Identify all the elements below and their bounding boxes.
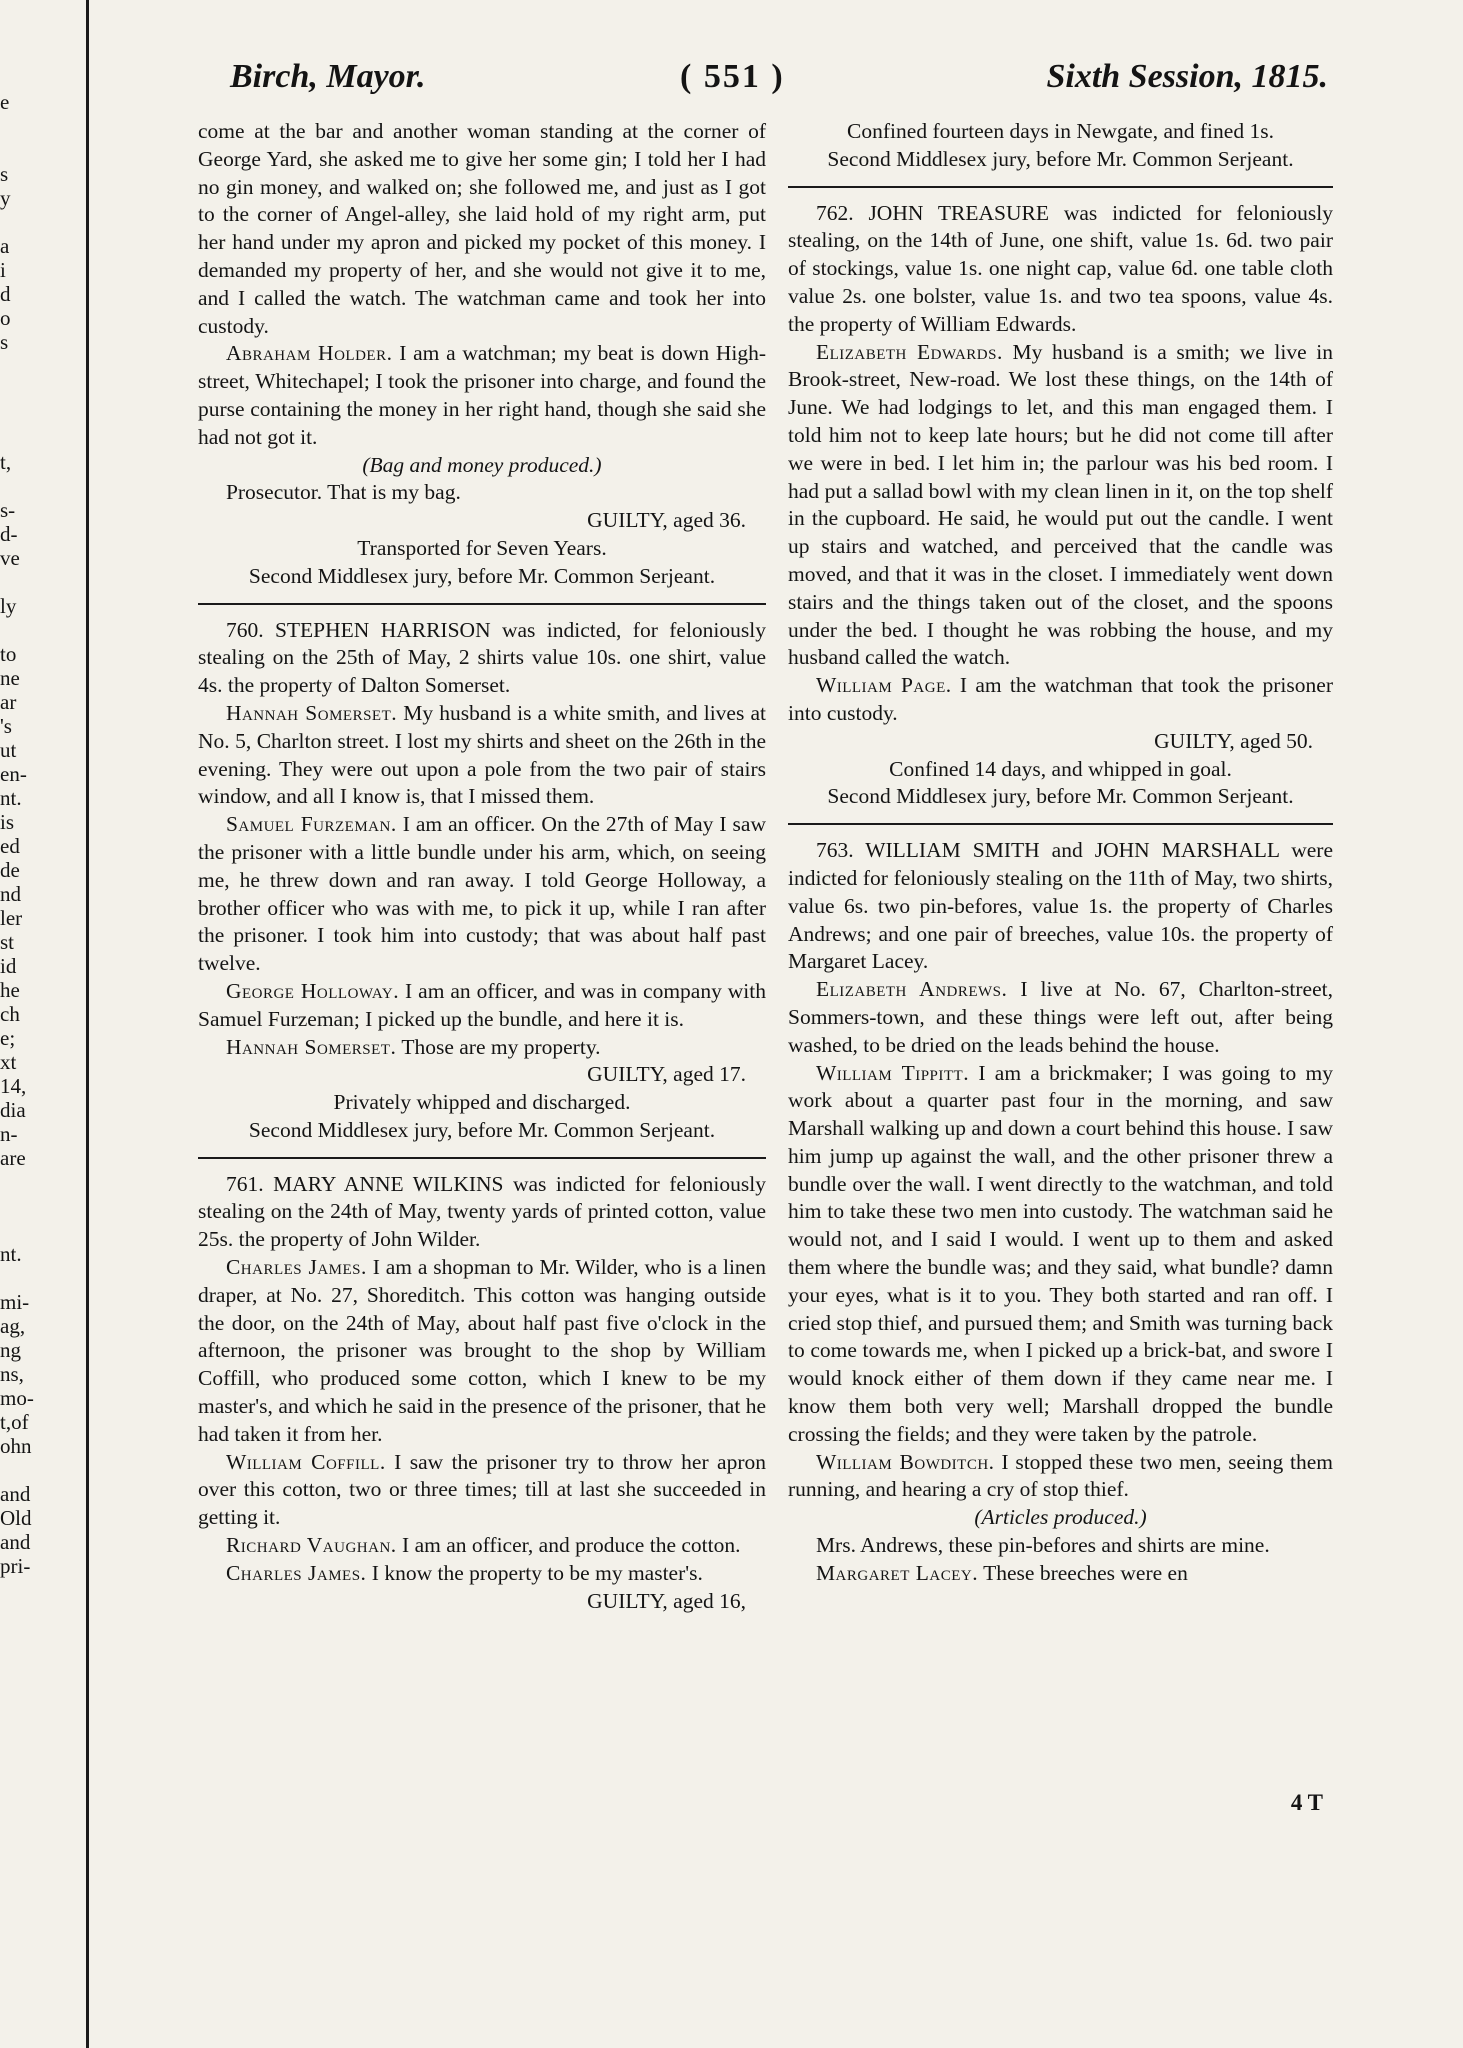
case-761-indictment: 761. MARY ANNE WILKINS was indicted for feloniously stealing on the 24th of May, twenty yards of printed cotton, value 25s. the property of John Wilder.: [198, 1171, 766, 1252]
margin-fragment: d: [0, 282, 11, 306]
case-759-continuation: come at the bar and another woman standing at the corner of George Yard, she asked me to give her some gin; I told her I had no gin money, and walked on; she followed me, and just as I got to the corner of Angel-alley, she laid hold of my right arm, put her hand under my apron and picked my pocket of this money. I demanded my property of her, and she would not give it to me, and I called the watch. The watchman came and took her into custody.: [198, 119, 766, 338]
witness-testimony: [788, 976, 1333, 1059]
margin-fragment: ns,: [0, 1362, 24, 1386]
evidence-produced: (Articles produced.): [974, 1505, 1147, 1530]
running-header-right: Sixth Session, 1815.: [1046, 58, 1328, 95]
witness-text: I stopped these two men, seeing them running, and hearing a cry of stop thief.: [788, 1449, 1334, 1502]
witness-name: George Holloway.: [225, 978, 400, 1003]
margin-fragment: ler: [0, 906, 23, 930]
witness-testimony: [198, 1254, 766, 1449]
margin-fragment: [0, 402, 80, 426]
verdict: GUILTY, aged 36.: [587, 508, 746, 533]
margin-fragment: ar: [0, 690, 17, 714]
margin-fragment: [0, 426, 80, 450]
right-column: [788, 118, 1333, 1588]
witness-name: Elizabeth Edwards.: [815, 339, 1003, 364]
margin-fragment: nt.: [0, 1242, 22, 1266]
margin-fragment: and: [0, 1482, 31, 1506]
witness-text: I am a watchman; my beat is down High-street, Whitechapel; I took the prisoner into charge, and found the purse containing the money in her right hand, though she said she had not got it.: [198, 341, 766, 449]
witness-name: Hannah Somerset.: [225, 1034, 397, 1059]
witness-name: William Tippitt.: [815, 1060, 970, 1085]
margin-fragment: e;: [0, 1026, 16, 1050]
margin-fragment: t,: [0, 450, 12, 474]
witness-testimony: [788, 339, 1333, 673]
margin-fragment: [0, 354, 80, 378]
margin-fragment: ve: [0, 546, 20, 570]
margin-fragment: st: [0, 930, 15, 954]
margin-fragment: s-: [0, 498, 16, 522]
margin-fragment: ly: [0, 594, 17, 618]
witness-testimony: [198, 340, 766, 451]
case-760-indictment: 760. STEPHEN HARRISON was indicted, for feloniously stealing on the 25th of May, 2 shirts value 10s. one shirt, value 4s. the property of Dalton Somerset.: [198, 617, 766, 698]
sentence: Confined fourteen days in Newgate, and fined 1s.: [847, 119, 1274, 143]
margin-fragment: s: [0, 162, 9, 186]
sentence: Privately whipped and discharged.: [333, 1090, 631, 1115]
witness-name: William Bowditch.: [815, 1449, 995, 1474]
witness-name: Margaret Lacey.: [815, 1560, 979, 1585]
case-763-indictment: 763. WILLIAM SMITH and JOHN MARSHALL were indicted for feloniously stealing on the 11th of May, two shirts, value 6s. two pin-befores, value 1s. the property of Charles Andrews; and one pair of breeches, value 10s. the property of Margaret Lacey.: [788, 838, 1333, 974]
witness-testimony: [788, 1560, 1333, 1588]
witness-text: I saw the prisoner try to throw her apron over this cotton, two or three times; till at last she succeeded in getting it.: [198, 1449, 766, 1530]
left-column: [198, 118, 766, 1615]
witness-text: I am the watchman that took the prisoner into custody.: [788, 673, 1333, 725]
margin-fragment: [0, 1458, 80, 1482]
margin-fragment: [0, 138, 80, 162]
witness-testimony: [198, 811, 766, 978]
margin-fragment: dia: [0, 1098, 26, 1122]
witness-testimony: [198, 700, 766, 811]
signature-mark: 4 T: [1290, 1790, 1323, 1815]
margin-fragment: ag,: [0, 1314, 26, 1338]
margin-fragment: [0, 570, 80, 594]
margin-fragment: id: [0, 954, 17, 978]
margin-fragment: nt.: [0, 786, 22, 810]
margin-fragment: are: [0, 1146, 26, 1170]
margin-fragment: ut: [0, 738, 17, 762]
case-divider: [198, 1157, 766, 1159]
margin-fragment: o: [0, 306, 11, 330]
margin-fragment: pri-: [0, 1554, 31, 1578]
sentence: Confined 14 days, and whipped in goal.: [889, 756, 1232, 781]
witness-text: My husband is a white smith, and lives at No. 5, Charlton street. I lost my shirts and sheet on the 26th in the evening. They were out upon a pole from the two pair of stairs window, and all I know is, that I missed them.: [198, 700, 766, 809]
witness-name: Charles James.: [225, 1560, 367, 1585]
verdict: GUILTY, aged 50.: [1154, 728, 1313, 753]
witness-testimony: [198, 978, 766, 1034]
page-edge-rule: [86, 0, 89, 2048]
jury-line: Second Middlesex jury, before Mr. Common Serjeant.: [827, 146, 1294, 171]
witness-testimony: [788, 1449, 1333, 1505]
witness-text: I live at No. 67, Charlton-street, Sommers-town, and these things were left out, after being washed, to be dried on the leads behind the house.: [788, 977, 1333, 1057]
case-divider: [198, 603, 766, 605]
margin-fragment: Old: [0, 1506, 32, 1530]
witness-text: These breeches were en: [983, 1560, 1188, 1585]
witness-testimony: [198, 1560, 766, 1588]
witness-testimony: [198, 1532, 766, 1560]
witness-name: Hannah Somerset.: [225, 700, 398, 725]
witness-text: I know the property to be my master's.: [371, 1560, 703, 1585]
jury-line: Second Middlesex jury, before Mr. Common Serjeant.: [248, 563, 716, 588]
margin-fragment: e: [0, 90, 10, 114]
margin-fragment: mo-: [0, 1386, 34, 1410]
witness-name: Abraham Holder.: [225, 341, 393, 366]
margin-fragment: [0, 1194, 80, 1218]
margin-fragment: i: [0, 258, 6, 282]
margin-fragment: ed: [0, 834, 20, 858]
sentence: Transported for Seven Years.: [357, 535, 607, 560]
margin-fragment: ohn: [0, 1434, 32, 1458]
margin-fragment: is: [0, 810, 15, 834]
witness-name: Richard Vaughan.: [225, 1533, 397, 1558]
witness-name: Elizabeth Andrews.: [815, 977, 1008, 1002]
margin-fragment: 's: [0, 714, 12, 738]
margin-fragment: en-: [0, 762, 27, 786]
jury-line: Second Middlesex jury, before Mr. Common Serjeant.: [248, 1117, 716, 1142]
prosecutor-statement: Prosecutor. That is my bag.: [225, 480, 461, 505]
margin-fragment: [0, 210, 80, 234]
verdict: GUILTY, aged 16,: [587, 1588, 746, 1613]
margin-fragment: [0, 1170, 80, 1194]
witness-text: I am an officer, and produce the cotton.: [402, 1533, 741, 1558]
witness-testimony: [788, 1060, 1333, 1449]
adjacent-page-margin-fragments: [0, 90, 80, 1578]
margin-fragment: nd: [0, 882, 21, 906]
margin-fragment: d-: [0, 522, 18, 546]
witness-text: I am a shopman to Mr. Wilder, who is a linen draper, at No. 27, Shoreditch. This cotton was hanging outside the door, on the 24th of May, about half past five o'clock in the afternoon, the prisoner was brought to the shop by William Coffill, who produced some cotton, which I knew to be my master's, and which he said in the presence of the prisoner, that he had taken it from her.: [198, 1255, 766, 1446]
margin-fragment: n-: [0, 1122, 18, 1146]
margin-fragment: mi-: [0, 1290, 30, 1314]
witness-text: I am an officer, and was in company with Samuel Furzeman; I picked up the bundle, and here it is.: [198, 978, 767, 1031]
margin-fragment: to: [0, 642, 17, 666]
margin-fragment: he: [0, 978, 20, 1002]
case-divider: [788, 823, 1333, 825]
page-number: ( 551 ): [680, 58, 785, 95]
case-divider: [788, 186, 1333, 188]
margin-fragment: [0, 1266, 80, 1290]
margin-fragment: ch: [0, 1002, 20, 1026]
running-header-left: Birch, Mayor.: [230, 58, 426, 95]
margin-fragment: [0, 618, 80, 642]
witness-text: I am an officer. On the 27th of May I saw the prisoner with a little bundle under his arm, which, on seeing me, he threw down and ran away. I told George Holloway, a brother officer who was with me, to pick it up, while I ran after the prisoner. I took him into custody; that was about half past twelve.: [198, 812, 766, 976]
jury-line: Second Middlesex jury, before Mr. Common Serjeant.: [827, 784, 1294, 809]
margin-fragment: a: [0, 234, 10, 258]
witness-testimony: Mrs. Andrews, these pin-befores and shirts are mine.: [815, 1533, 1270, 1558]
witness-text: I am a brickmaker; I was going to my work about a quarter past four in the morning, and saw Marshall walking up and down a court behind this house. I saw him jump up against the wall, and the other prisoner threw a bundle over the wall. I went directly to the watchman, and told him to take these two men into custody. The watchman said he would not, and I said I would. I went up to them and asked them where the bundle was; and they said, what bundle? damn your eyes, what is it to you. They both started and ran off. I cried stop thief, and pursued them; and Smith was turning back to come towards me, when I picked up a brick-bat, and swore I would knock either of them down if they came near me. I know them both very well; Marshall dropped the bundle crossing the fields; and they were taken by the patrole.: [788, 1060, 1333, 1446]
margin-fragment: xt: [0, 1050, 17, 1074]
witness-name: Charles James.: [225, 1255, 367, 1280]
margin-fragment: ng: [0, 1338, 21, 1362]
case-762-indictment: 762. JOHN TREASURE was indicted for feloniously stealing, on the 14th of June, one shift, value 1s. 6d. two pair of stockings, value 1s. one night cap, value 6d. one table cloth value 2s. one bolster, value 1s. and two tea spoons, value 4s. the property of William Edwards.: [788, 200, 1333, 336]
witness-name: Samuel Furzeman.: [225, 812, 397, 837]
margin-fragment: [0, 1218, 80, 1242]
margin-fragment: [0, 114, 80, 138]
witness-testimony: [788, 672, 1333, 728]
margin-fragment: ne: [0, 666, 20, 690]
margin-fragment: y: [0, 186, 11, 210]
margin-fragment: 14,: [0, 1074, 27, 1098]
witness-testimony: [198, 1449, 766, 1532]
margin-fragment: [0, 378, 80, 402]
margin-fragment: s: [0, 330, 9, 354]
witness-testimony: [198, 1034, 766, 1062]
verdict: GUILTY, aged 17.: [587, 1062, 746, 1087]
witness-name: William Page.: [815, 673, 952, 698]
margin-fragment: de: [0, 858, 20, 882]
witness-text: My husband is a smith; we live in Brook-street, New-road. We lost these things, on the 14th of June. We had lodgings to let, and this man engaged them. I told him not to keep late hours; but he did not come till after we were in bed. I let him in; the parlour was his bed room. I had put a sallad bowl with my clean linen in it, on the top shelf in the cupboard. He said, he would put out the candle. I went up stairs and watched, and perceived that the candle was moved, and that it was in the closet. I immediately went down stairs and the things taken out of the closet, and the spoons under the bed. I thought he was robbing the house, and my husband called the watch.: [788, 339, 1334, 670]
margin-fragment: t,of: [0, 1410, 29, 1434]
margin-fragment: [0, 474, 80, 498]
witness-text: Those are my property.: [401, 1034, 601, 1059]
margin-fragment: and: [0, 1530, 31, 1554]
evidence-produced: (Bag and money produced.): [362, 452, 602, 477]
witness-name: William Coffill.: [225, 1449, 386, 1474]
